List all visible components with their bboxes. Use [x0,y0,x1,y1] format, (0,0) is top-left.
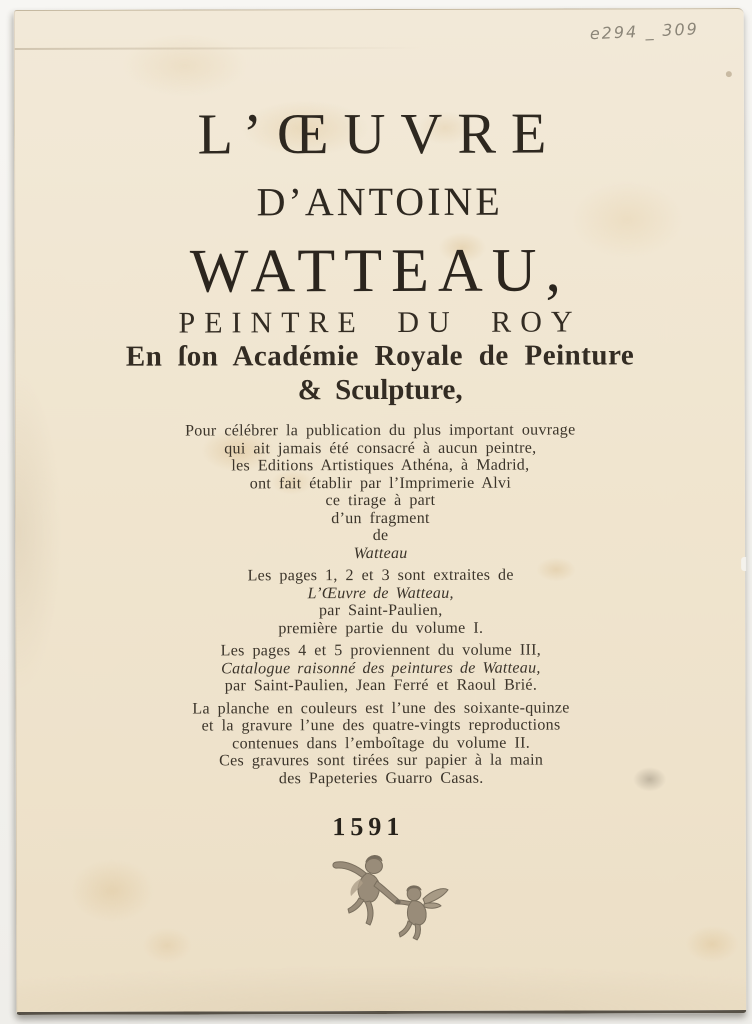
paper-crease [15,47,423,50]
text-line: Les pages 1, 2 et 3 sont extraites de [247,566,514,585]
cherubs-illustration [27,846,752,947]
title-line-3: WATTEAU, [189,236,571,306]
title-line-2: D’ANTOINE [256,178,503,225]
paragraph-4 [16,699,745,788]
subtitle-line-1: PEINTRE DU ROY [178,305,582,340]
text-line: La planche en couleurs est l’une des soixante-quinze [192,699,570,717]
title-line-1: L’ŒUVRE [197,100,562,167]
paper-corner-mark [726,71,732,77]
text-line: contenues dans l’emboîtage du volume II. [232,734,531,752]
text-line: ont fait établir par l’Imprimerie Alvi [249,474,512,492]
stamped-edition-number: 1591 [332,811,405,842]
text-line: Pour célébrer la publication du plus important ouvrage [185,421,576,440]
text-line: et la gravure l’une des quatre-vingts reproductions [201,716,561,735]
text-line: les Editions Artistiques Athéna, à Madrid, [231,456,530,475]
text-line-italic: L’Œuvre de Watteau, [307,584,454,602]
two-cherubs-engraving-icon [321,847,461,941]
paper-edge-nick [741,557,746,571]
text-line: des Papeteries Guarro Casas. [278,769,484,787]
subtitle-line-3: & Sculpture, [297,373,463,407]
paragraph-2 [16,566,745,638]
subtitle-line-2: En ſon Académie Royale de Peinture [125,339,635,373]
text-line: d’un fragment [331,509,430,527]
colophon-text [16,421,746,788]
text-line: par Saint-Paulien, Jean Ferré et Raoul Brié. [224,676,538,695]
handwritten-inventory-note: e294 _ 309 [589,19,700,44]
text-line: de [372,526,389,545]
text-line: première partie du volume I. [278,619,484,637]
text-line: ce tirage à part [325,491,436,510]
text-line: qui ait jamais été consacré à aucun peintre, [224,439,537,457]
text-line-italic: Watteau [353,544,408,562]
text-line: par Saint-Paulien, [318,601,443,620]
text-line-italic: Catalogue raisonné des peintures de Watteau, [221,659,541,677]
paragraph-3 [16,641,745,695]
document-page [14,8,747,1015]
text-line: Les pages 4 et 5 proviennent du volume III, [220,641,542,660]
paragraph-1 [16,421,745,563]
text-line: Ces gravures sont tirées sur papier à la main [219,751,544,770]
